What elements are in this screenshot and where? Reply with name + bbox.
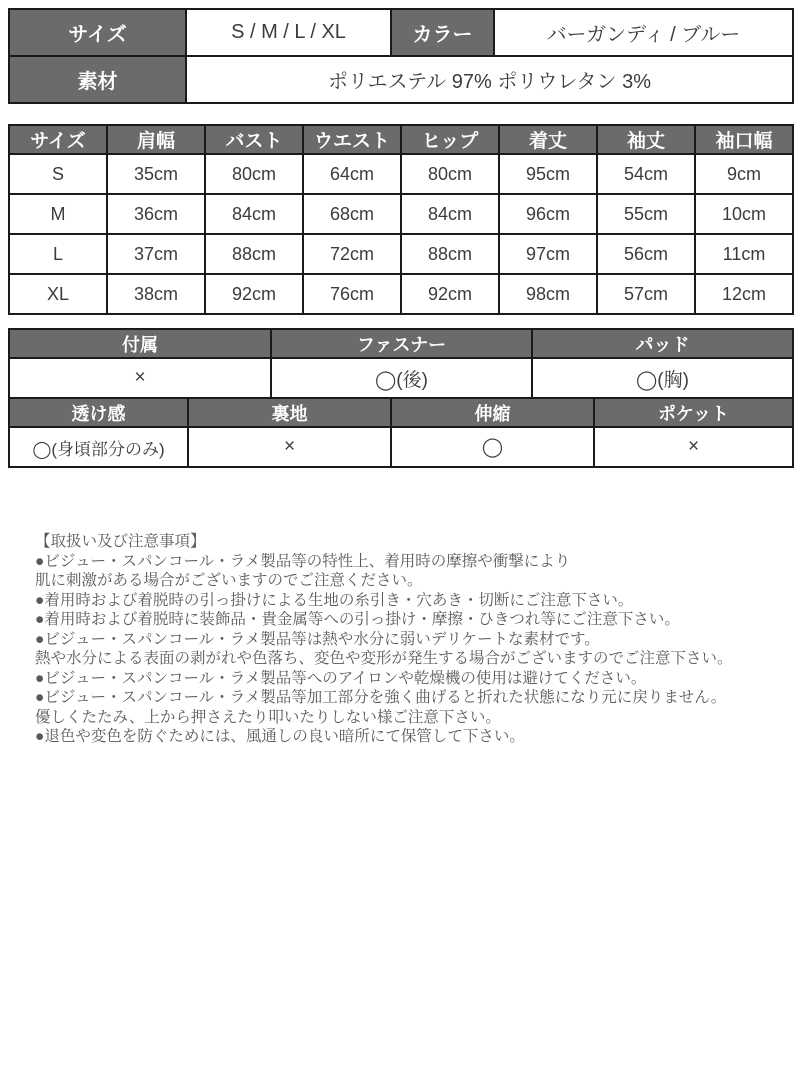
cell: 80cm (401, 154, 499, 194)
cell: 12cm (695, 274, 793, 314)
table-row-xl (9, 274, 793, 314)
fastener-header: ファスナー (271, 329, 532, 358)
cell: S (9, 154, 107, 194)
cell: 55cm (597, 194, 695, 234)
col-header-sleeve: 袖丈 (597, 125, 695, 154)
table-row-m (9, 194, 793, 234)
cell: 35cm (107, 154, 205, 194)
stretch-header: 伸縮 (391, 398, 594, 427)
cell: 37cm (107, 234, 205, 274)
table-row (9, 9, 793, 56)
cell: 56cm (597, 234, 695, 274)
col-header-waist: ウエスト (303, 125, 401, 154)
fastener-value: ◯(後) (271, 358, 532, 398)
details-value-row (9, 427, 793, 467)
cell: L (9, 234, 107, 274)
sheerness-value: ◯(身頃部分のみ) (9, 427, 188, 467)
col-header-bust: バスト (205, 125, 303, 154)
cell: 36cm (107, 194, 205, 234)
col-header-shoulder: 肩幅 (107, 125, 205, 154)
cell: 92cm (401, 274, 499, 314)
care-note-line: 優しくたたみ、上から押さえたり叩いたりしない様ご注意下さい。 (35, 708, 501, 726)
size-header: サイズ (9, 9, 186, 56)
col-header-size: サイズ (9, 125, 107, 154)
cell: 84cm (401, 194, 499, 234)
color-value: バーガンディ / ブルー (494, 9, 793, 56)
care-note-line: 肌に刺激がある場合がございますのでご注意ください。 (35, 572, 423, 589)
features-header-row (9, 329, 793, 358)
cell: 54cm (597, 154, 695, 194)
measurements-header-row (9, 125, 793, 154)
care-note-line: ●ビジュー・スパンコール・ラメ製品等は熱や水分に弱いデリケートな素材です。 (35, 630, 600, 648)
table-row-s (9, 154, 793, 194)
cell: M (9, 194, 107, 234)
col-header-hip: ヒップ (401, 125, 499, 154)
features-value-row (9, 358, 793, 398)
cell: 96cm (499, 194, 597, 234)
cell: 57cm (597, 274, 695, 314)
material-value: ポリエステル 97% ポリウレタン 3% (186, 56, 793, 103)
features-table (8, 328, 794, 399)
pad-header: パッド (532, 329, 793, 358)
care-note-line: 熱や水分による表面の剥がれや色落ち、変色や変形が発生する場合がございますのでご注意下さい。 (35, 650, 733, 667)
cell: XL (9, 274, 107, 314)
cell: 11cm (695, 234, 793, 274)
pocket-header: ポケット (594, 398, 793, 427)
care-notes-title: 【取扱い及び注意事項】 (35, 533, 206, 550)
col-header-length: 着丈 (499, 125, 597, 154)
size-color-material-table (8, 8, 794, 104)
cell: 92cm (205, 274, 303, 314)
size-value: S / M / L / XL (186, 9, 391, 56)
table-row (9, 56, 793, 103)
cell: 88cm (401, 234, 499, 274)
sheerness-header: 透け感 (9, 398, 188, 427)
stretch-value: ◯ (391, 427, 594, 467)
col-header-cuff: 袖口幅 (695, 125, 793, 154)
lining-header: 裏地 (188, 398, 391, 427)
care-note-line: ●着用時および着脱時の引っ掛けによる生地の糸引き・穴あき・切断にご注意下さい。 (35, 591, 634, 609)
measurements-table (8, 124, 794, 315)
care-note-line: ●ビジュー・スパンコール・ラメ製品等加工部分を強く曲げると折れた状態になり元に戻りません。 (35, 689, 727, 706)
care-notes (35, 532, 792, 747)
accessories-header: 付属 (9, 329, 271, 358)
care-note-line: ●ビジュー・スパンコール・ラメ製品等へのアイロンや乾燥機の使用は避けてください。 (35, 669, 647, 687)
care-note-line: ●退色や変色を防ぐためには、風通しの良い暗所にて保管して下さい。 (35, 728, 525, 745)
pocket-value: × (594, 427, 793, 467)
cell: 38cm (107, 274, 205, 314)
details-header-row (9, 398, 793, 427)
cell: 64cm (303, 154, 401, 194)
table-row-l (9, 234, 793, 274)
color-header: カラー (391, 9, 494, 56)
cell: 95cm (499, 154, 597, 194)
cell: 76cm (303, 274, 401, 314)
cell: 97cm (499, 234, 597, 274)
cell: 9cm (695, 154, 793, 194)
cell: 10cm (695, 194, 793, 234)
cell: 84cm (205, 194, 303, 234)
cell: 98cm (499, 274, 597, 314)
care-note-line: ●着用時および着脱時に装飾品・貴金属等への引っ掛け・摩擦・ひきつれ等にご注意下さい。 (35, 611, 680, 628)
accessories-value: × (9, 358, 271, 398)
lining-value: × (188, 427, 391, 467)
cell: 88cm (205, 234, 303, 274)
cell: 80cm (205, 154, 303, 194)
cell: 68cm (303, 194, 401, 234)
cell: 72cm (303, 234, 401, 274)
material-header: 素材 (9, 56, 186, 103)
care-note-line: ●ビジュー・スパンコール・ラメ製品等の特性上、着用時の摩擦や衝撃により (35, 552, 571, 570)
details-table (8, 397, 794, 468)
pad-value: ◯(胸) (532, 358, 793, 398)
